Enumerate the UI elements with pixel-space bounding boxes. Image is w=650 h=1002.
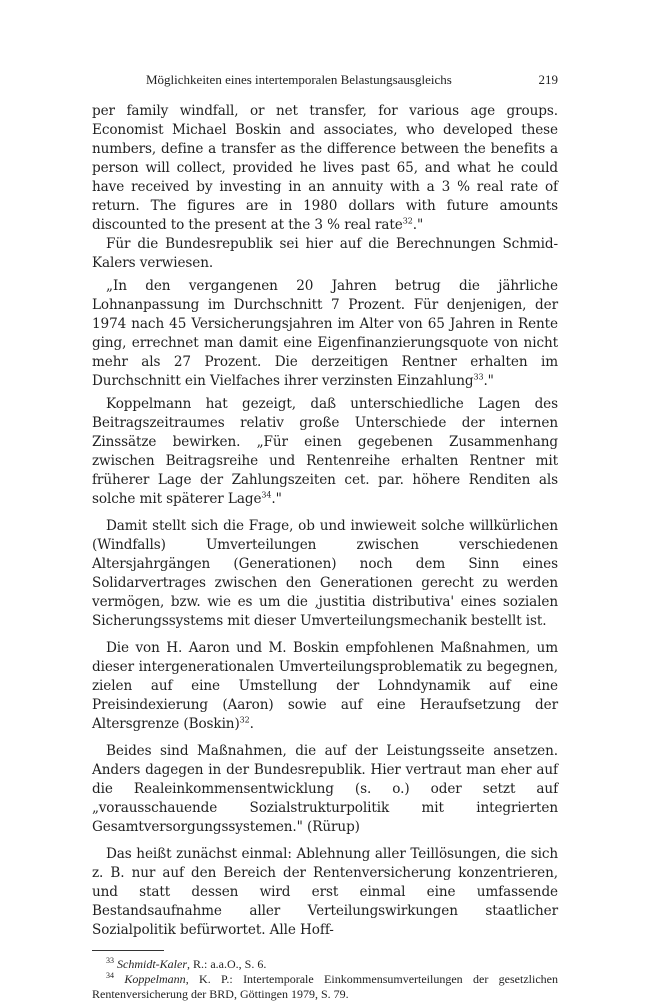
paragraph-7 <box>92 742 558 837</box>
footnote-34 <box>92 972 558 1002</box>
footnote-33-author: Schmidt-Kaler <box>117 957 187 971</box>
running-head <box>92 72 558 92</box>
paragraph-1-text: per family windfall, or net transfer, for various age groups. Economist Michael Boskin and associates, who developed these numbers, define a transfer as the difference between the benefits a person will collect, provided he lives past 65, and what he could have received by investing in an annuity with a 3 % real rate of return. The figures are in 1980 dollars with future amounts discounted to the present at the 3 % real rate <box>92 103 558 233</box>
paragraph-6 <box>92 639 558 734</box>
footnote-mark-34: 34 <box>106 971 114 980</box>
paragraph-5-text: Damit stellt sich die Frage, ob und inwieweit solche willkürlichen (Windfalls) Umverteilungen zwischen verschiedenen Altersjahrgängen (Generationen) noch dem Sinn eines Solidarvertrages zwischen den Generationen gerecht zu werden vermögen, bzw. wie es um die ‚justitia distributiva' eines sozialen Sicherungssystems mit dieser Umverteilungsmechanik bestellt ist. <box>92 518 558 629</box>
footnote-mark-33: 33 <box>106 956 114 965</box>
footnote-33-text: , R.: a.a.O., S. 6. <box>187 957 267 971</box>
paragraph-1 <box>92 102 558 235</box>
paragraph-4-text: Koppelmann hat gezeigt, daß unterschiedliche Lagen des Beitragszeitraumes relativ große Unterschiede der internen Zinssätze bewirken. „Für einen gegebenen Zusammenhang zwischen Beitragsreihe und Rentenreihe erhalten Rentner mit früherer Lage der Zahlungszeiten cet. par. höhere Renditen als solche mit späterer Lage <box>92 396 558 507</box>
paragraph-1-end: ." <box>412 217 424 233</box>
footnote-ref-32b: 32 <box>239 715 250 725</box>
paragraph-6-text: Die von H. Aaron und M. Boskin empfohlenen Maßnahmen, um dieser intergenerationalen Umverteilungsproblematik zu begegnen, zielen auf eine Umstellung der Lohndynamik auf eine Preisindexierung (Aaron) sowie auf eine Heraufsetzung der Altersgrenze (Boskin) <box>92 640 558 732</box>
footnotes <box>92 957 558 1002</box>
paragraph-4 <box>92 395 558 509</box>
paragraph-3 <box>92 277 558 391</box>
paragraph-2 <box>92 235 558 273</box>
footnote-ref-32: 32 <box>402 216 413 226</box>
book-page <box>92 72 558 1002</box>
paragraph-7-text: Beides sind Maßnahmen, die auf der Leistungsseite ansetzen. Anders dagegen in der Bundesrepublik. Hier vertraut man eher auf die Realeinkommensentwicklung (s. o.) oder setzt auf „vorausschauende Sozialstrukturpolitik mit integrierten Gesamtversorgungssystemen." (Rürup) <box>92 743 558 835</box>
page-number: 219 <box>538 72 558 87</box>
footnote-33 <box>92 957 558 972</box>
footnote-divider <box>92 950 164 951</box>
running-title: Möglichkeiten eines intertemporalen Belastungsausgleichs <box>146 72 452 87</box>
body-text <box>92 102 558 940</box>
footnote-ref-34: 34 <box>261 490 272 500</box>
footnote-34-author: Koppelmann <box>124 972 186 986</box>
paragraph-3-end: ." <box>483 373 494 389</box>
paragraph-2-text: Für die Bundesrepublik sei hier auf die Berechnungen Schmid-Kalers verwiesen. <box>92 236 558 271</box>
paragraph-8-text: Das heißt zunächst einmal: Ablehnung aller Teillösungen, die sich z. B. nur auf den Bereich der Rentenversicherung konzentrieren, und statt dessen wird erst einmal eine umfassende Bestandsaufnahme aller Verteilungswirkungen staatlicher Sozialpolitik befürwortet. Alle Hoff- <box>92 846 558 938</box>
paragraph-8 <box>92 845 558 940</box>
paragraph-4-end: ." <box>271 491 282 507</box>
paragraph-5 <box>92 517 558 631</box>
paragraph-6-end: . <box>249 716 254 732</box>
paragraph-3-text: „In den vergangenen 20 Jahren betrug die jährliche Lohnanpassung im Durchschnitt 7 Prozent. Für denjenigen, der 1974 nach 45 Versicherungsjahren im Alter von 65 Jahren in Rente ging, errechnet man damit eine Eigenfinanzierungsquote von nicht mehr als 27 Prozent. Die derzeitigen Rentner erhalten im Durchschnitt ein Vielfaches ihrer verzinsten Einzahlung <box>92 278 558 389</box>
footnote-ref-33: 33 <box>473 372 484 382</box>
footnote-34-text: , K. P.: Intertemporale Einkommensumverteilungen der gesetzlichen Rentenversicherung der BRD, Göttingen 1979, S. 79. <box>92 972 558 1001</box>
